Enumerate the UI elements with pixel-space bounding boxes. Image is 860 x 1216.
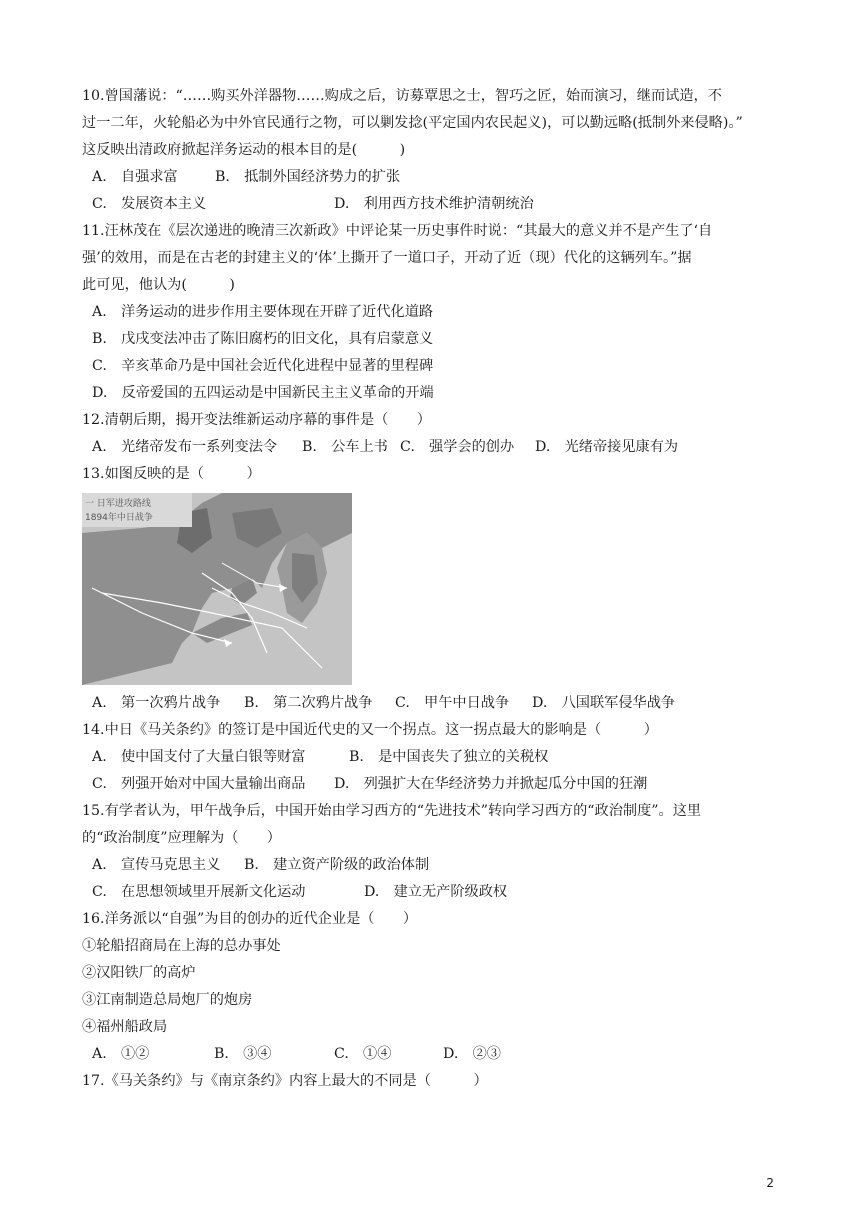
q11-option-b: B. 戊戌变法冲击了陈旧腐朽的旧文化，具有启蒙意义: [92, 331, 434, 347]
q16-line-1: 16.洋务派以“自强”为目的创办的近代企业是（ ）: [82, 911, 418, 927]
q15-option-b: B. 建立资产阶级的政治体制: [244, 857, 430, 873]
q16-item-1: ①轮船招商局在上海的总办事处: [82, 938, 281, 954]
q10-line-1: 10.曾国藩说：“……购买外洋器物……购成之后，访募覃思之士，智巧之匠，始而演习，继而试造，不: [82, 88, 722, 104]
q14-option-d: D. 列强扩大在华经济势力并掀起瓜分中国的狂潮: [334, 776, 648, 792]
q16-option-c: C. ①④: [334, 1046, 392, 1062]
q13-option-d: D. 八国联军侵华战争: [532, 695, 676, 711]
q17-line-1: 17.《马关条约》与《南京条约》内容上最大的不同是（ ）: [82, 1073, 488, 1089]
q10-option-d: D. 利用西方技术维护清朝统治: [334, 196, 534, 212]
q16-option-b: B. ③④: [214, 1046, 272, 1062]
q11-option-c: C. 辛亥革命乃是中国社会近代化进程中显著的里程碑: [92, 358, 434, 374]
q11-option-d: D. 反帝爱国的五四运动是中国新民主主义革命的开端: [92, 385, 434, 401]
q13-option-b: B. 第二次鸦片战争: [244, 695, 373, 711]
war-map-image: [82, 493, 352, 685]
page-number: 2: [766, 1176, 774, 1190]
q13-line-1: 13.如图反映的是（ ）: [82, 466, 261, 482]
q10-option-c: C. 发展资本主义: [92, 196, 207, 212]
q11-option-a: A. 洋务运动的进步作用主要体现在开辟了近代化道路: [92, 304, 434, 320]
q15-option-a: A. 宣传马克思主义: [92, 857, 221, 873]
q14-option-a: A. 使中国支付了大量白银等财富: [92, 749, 306, 765]
q10-line-3: 这反映出清政府掀起洋务运动的根本目的是( ): [82, 142, 406, 158]
q16-option-a: A. ①②: [92, 1046, 150, 1062]
map-legend-line-1: 一 日军进攻路线: [85, 499, 151, 509]
q12-option-b: B. 公车上书: [302, 439, 388, 455]
q11-line-1: 11.汪林茂在《层次递进的晚清三次新政》中评论某一历史事件时说：“其最大的意义并不是产生了‘自: [82, 223, 713, 239]
q15-line-1: 15.有学者认为，甲午战争后，中国开始由学习西方的“先进技术”转向学习西方的“政治制度”。这里: [82, 803, 702, 819]
q11-line-3: 此可见，他认为( ): [82, 277, 235, 293]
map-legend-line-2: 1894年中日战争: [85, 513, 153, 523]
map-graphic: [82, 493, 352, 685]
q16-item-2: ②汉阳铁厂的高炉: [82, 965, 196, 981]
q14-option-c: C. 列强开始对中国大量输出商品: [92, 776, 306, 792]
q12-option-d: D. 光绪帝接见康有为: [535, 439, 679, 455]
q15-option-d: D. 建立无产阶级政权: [364, 884, 508, 900]
q10-line-2: 过一二年，火轮船必为中外官民通行之物，可以剿发捻(平定国内农民起义)，可以勤远略(抵制外来侵略)。”: [82, 115, 743, 131]
q16-option-d: D. ②③: [443, 1046, 501, 1062]
q12-option-a: A. 光绪帝发布一系列变法令: [92, 439, 278, 455]
q10-option-a: A. 自强求富: [92, 169, 178, 185]
q14-option-b: B. 是中国丧失了独立的关税权: [349, 749, 549, 765]
q10-option-b: B. 抵制外国经济势力的扩张: [215, 169, 401, 185]
q15-option-c: C. 在思想领域里开展新文化运动: [92, 884, 306, 900]
q13-option-a: A. 第一次鸦片战争: [92, 695, 221, 711]
q15-line-2: 的“政治制度”应理解为（ ）: [82, 830, 281, 846]
q16-item-4: ④福州船政局: [82, 1019, 168, 1035]
q13-option-c: C. 甲午中日战争: [395, 695, 510, 711]
q12-line-1: 12.清朝后期，揭开变法维新运动序幕的事件是（ ）: [82, 412, 431, 428]
q12-option-c: C. 强学会的创办: [400, 439, 515, 455]
q14-line-1: 14.中日《马关条约》的签订是中国近代史的又一个拐点。这一拐点最大的影响是（ ）: [82, 722, 658, 738]
q11-line-2: 强’的效用，而是在古老的封建主义的‘体’上撕开了一道口子，开动了近（现）代化的这辆列车。”据: [82, 250, 692, 266]
q16-item-3: ③江南制造总局炮厂的炮房: [82, 992, 253, 1008]
